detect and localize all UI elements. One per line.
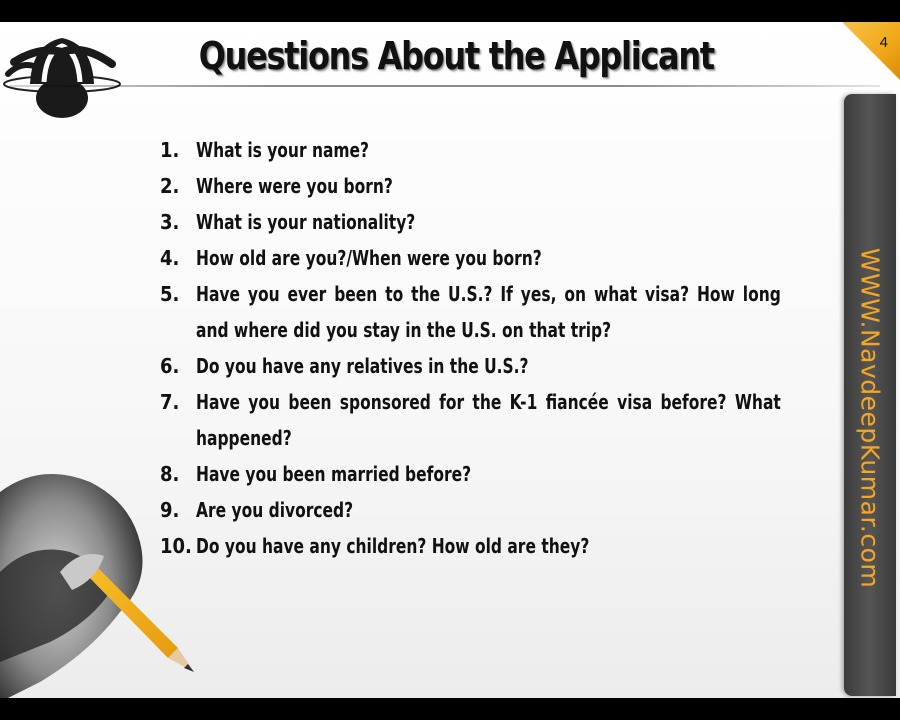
list-item xyxy=(160,492,782,528)
item-number: 8. xyxy=(160,462,180,486)
question-text: Have you ever been to the U.S.? If yes, on what visa? How long and where did you stay in the U.S. on that trip? xyxy=(196,282,781,342)
video-letterbox-bottom xyxy=(0,698,900,720)
list-item xyxy=(160,384,782,456)
slide-title: Questions About the Applicant xyxy=(198,34,714,78)
item-number: 5. xyxy=(160,282,180,306)
question-text: What is your name? xyxy=(196,138,370,162)
list-item xyxy=(160,528,782,564)
question-text: Have you been sponsored for the K-1 fiancée visa before? What happened? xyxy=(196,390,781,450)
item-number: 9. xyxy=(160,498,180,522)
list-item xyxy=(160,456,782,492)
page-corner-tab xyxy=(842,22,900,80)
item-number: 7. xyxy=(160,390,180,414)
title-divider xyxy=(10,85,880,87)
list-item xyxy=(160,240,782,276)
website-url: WWW.NavdeepKumar.com xyxy=(855,247,885,589)
question-text: Have you been married before? xyxy=(196,462,472,486)
list-item xyxy=(160,348,782,384)
video-letterbox-top xyxy=(0,0,900,22)
list-item xyxy=(160,132,782,168)
question-text: Where were you born? xyxy=(196,174,393,198)
item-number: 1. xyxy=(160,138,180,162)
item-number: 3. xyxy=(160,210,180,234)
question-text: Do you have any relatives in the U.S.? xyxy=(196,354,529,378)
list-item xyxy=(160,276,782,348)
question-text: How old are you?/When were you born? xyxy=(196,246,542,270)
question-text: What is your nationality? xyxy=(196,210,416,234)
list-item xyxy=(160,204,782,240)
hard-hat-logo-icon xyxy=(0,22,130,122)
page-number: 4 xyxy=(879,34,888,51)
list-item xyxy=(160,168,782,204)
item-number: 10. xyxy=(160,534,192,558)
question-text: Are you divorced? xyxy=(196,498,354,522)
presentation-slide xyxy=(0,22,900,698)
item-number: 2. xyxy=(160,174,180,198)
item-number: 4. xyxy=(160,246,180,270)
applicant-questions-list xyxy=(160,132,782,564)
question-text: Do you have any children? How old are they? xyxy=(196,534,590,558)
item-number: 6. xyxy=(160,354,180,378)
